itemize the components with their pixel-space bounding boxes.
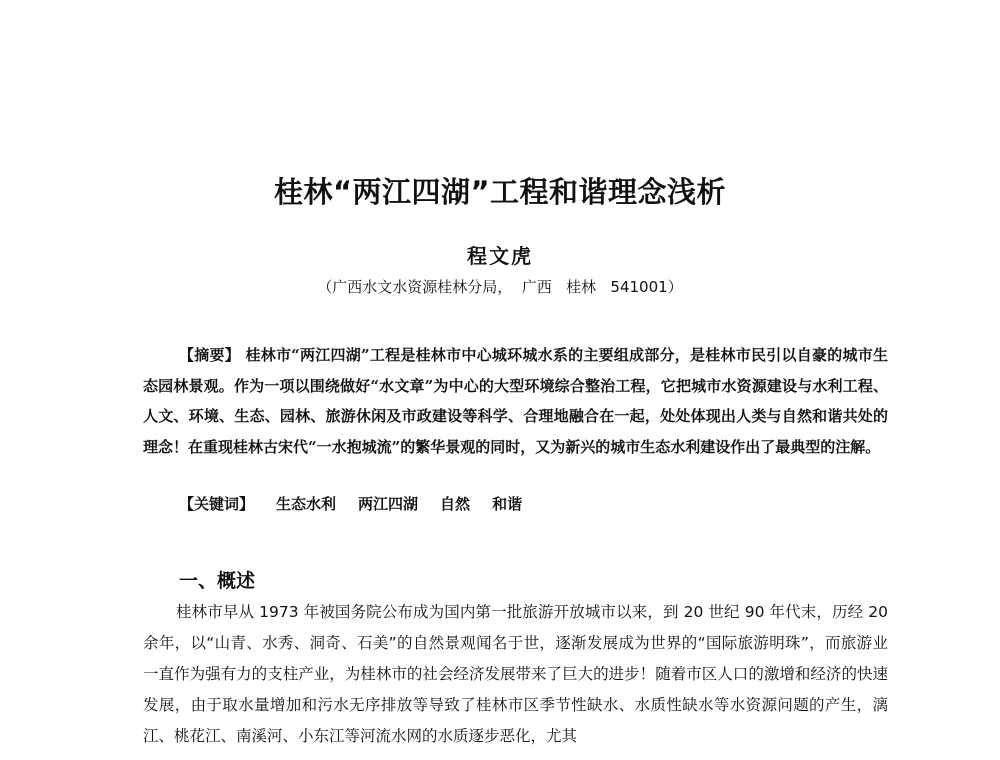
author-name: 程文虎 [467,244,533,268]
document-title: 桂林“两江四湖”工程和谐理念浅析 [273,175,727,209]
abstract-paragraph [143,340,888,462]
abstract-text: 桂林市“两江四湖”工程是桂林市中心城环城水系的主要组成部分，是桂林市民引以自豪的城市生态园林景观。作为一项以围绕做好“水文章”为中心的大型环境综合整治工程，它把城市水资源建设与水利工程、人文、环境、生态、园林、旅游休闲及市政建设等科学、合理地融合在一起，处处体现出人类与自然和谐共处的理念！在重现桂林古宋代“一水抱城流”的繁华景观的同时，又为新兴的城市生态水利建设作出了最典型的注解。 [143,346,888,456]
author-affiliation: （广西水文水资源桂林分局， 广西 桂林 541001） [317,278,683,296]
section-heading: 一、概述 [179,570,256,592]
keywords-label: 【关键词】 [179,495,255,513]
keywords-line [179,493,522,514]
abstract-label: 【摘要】 [179,346,240,364]
section-paragraph: 桂林市早从 1973 年被国务院公布成为国内第一批旅游开放城市以来，到 20 世纪 90 年代末，历经 20 余年，以“山青、水秀、洞奇、石美”的自然景观闻名于世，逐渐发展成为世界的“国际旅游明珠”，而旅游业一直作为强有力的支柱产业，为桂林市的社会经济发展带来了巨大的进步！随着市区人口的激增和经济的快速发展，由于取水量增加和污水无序排放等导致了桂林市区季节性缺水、水质性缺水等水资源问题的产生，漓江、桃花江、南溪河、小东江等河流水网的水质逐步恶化，尤其 [143,603,888,745]
keyword-item: 自然 [440,495,471,513]
keyword-item: 和谐 [492,495,523,513]
keyword-item: 生态水利 [276,495,337,513]
keyword-item: 两江四湖 [358,495,419,513]
